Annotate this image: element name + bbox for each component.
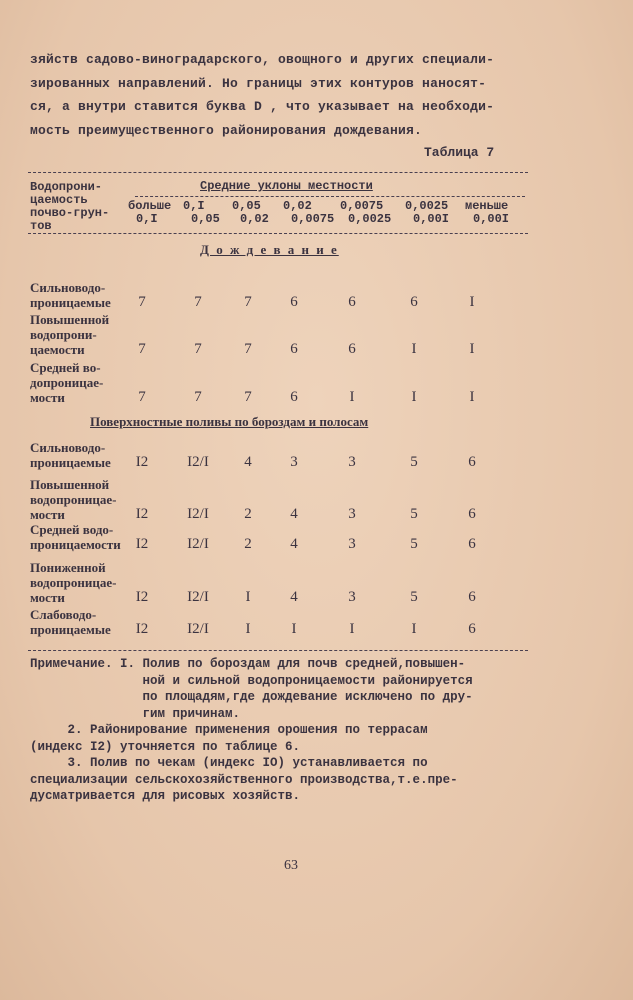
row-label-line: Пониженной [30, 560, 106, 575]
table-cell: I [349, 389, 355, 405]
header-col-bottom: 0,05 [191, 212, 220, 226]
header-col1-line: Водопрони- [30, 180, 103, 194]
table-cell: 6 [290, 294, 298, 310]
note-line: гим причинам. [30, 706, 241, 721]
row-label [30, 280, 111, 310]
row-label-line: допроницае- [30, 375, 104, 390]
table-cell: 6 [410, 294, 418, 310]
note-line: специализации сельскохозяйственного производства,т.е.пре- [30, 772, 458, 787]
row-label [30, 477, 116, 522]
table-cell: 3 [348, 506, 356, 522]
row-label [30, 522, 121, 552]
table-cell: I [469, 294, 475, 310]
header-col-top: 0,0075 [340, 199, 384, 213]
table-bottom-rule [28, 650, 528, 651]
header-inner-rule [135, 196, 525, 197]
row-label-line: проницаемые [30, 295, 111, 310]
table-cell: I [469, 341, 475, 357]
row-label [30, 560, 116, 605]
row-label-line: Повышенной [30, 312, 110, 327]
table-cell: I2/I [187, 536, 209, 552]
header-col-top: 0,I [183, 199, 205, 213]
table-cell: I [245, 621, 251, 637]
table-cell: 7 [194, 294, 202, 310]
row-label-line: Средней во- [30, 360, 101, 375]
row-label-line: Повышенной [30, 477, 110, 492]
row-label-line: мости [30, 507, 65, 522]
header-bottom-rule [28, 233, 528, 234]
header-col-top: меньше [465, 199, 509, 213]
table-cell: 7 [138, 341, 146, 357]
header-col-bottom: 0,02 [240, 212, 269, 226]
section-title: Поверхностные поливы по бороздам и полосам [90, 414, 369, 429]
table-cell: I [349, 621, 355, 637]
row-label-line: Сильноводо- [30, 280, 106, 295]
table-cell: 3 [348, 589, 356, 605]
table-cell: I2/I [187, 589, 209, 605]
note-line: (индекс I2) уточняется по таблице 6. [30, 739, 301, 754]
table-cell: 4 [290, 536, 298, 552]
table-cell: 7 [244, 294, 252, 310]
table-cell: 3 [348, 536, 356, 552]
header-group-title: Средние уклоны местности [200, 179, 373, 193]
header-col-top: 0,05 [232, 199, 261, 213]
table-cell: 5 [410, 454, 418, 470]
table-cell: 2 [244, 506, 252, 522]
intro-line: ся, а внутри ставится буква D , что указывает на необходи- [30, 99, 495, 114]
table-cell: I2 [135, 621, 149, 637]
table-number: Таблица 7 [424, 145, 495, 160]
note-line: по площадям,где дождевание исключено по дру- [30, 690, 473, 704]
section-title: Д о ж д е в а н и е [200, 242, 339, 257]
table-cell: 5 [410, 536, 418, 552]
table-cell: I2 [135, 589, 149, 605]
table-cell: I [411, 341, 417, 357]
row-label-line: водопроницае- [30, 492, 117, 507]
page-number: 63 [284, 858, 298, 873]
header-col-bottom: 0,I [136, 212, 158, 226]
table-cell: 7 [194, 341, 202, 357]
row-label-line: проницаемые [30, 455, 111, 470]
row-label-line: Слабоводо- [30, 607, 97, 622]
table-cell: 6 [348, 341, 356, 357]
table-cell: 6 [468, 621, 476, 637]
row-label [30, 312, 109, 357]
table-top-rule [28, 172, 528, 173]
intro-line: зированных направлений. Но границы этих контуров наносят- [30, 75, 487, 91]
table-cell: I [469, 389, 475, 405]
table-cell: 4 [244, 454, 252, 470]
table-cell: 7 [194, 389, 202, 405]
row-label-line: мости [30, 590, 65, 605]
table-cell: 7 [138, 389, 146, 405]
header-col1-line: тов [30, 219, 52, 233]
note-line: ной и сильной водопроницаемости районируется [30, 673, 473, 688]
header-col1-line: почво-грун- [30, 206, 110, 220]
header-col1 [30, 181, 109, 233]
table-cell: I [411, 621, 417, 637]
table-cell: 3 [348, 454, 356, 470]
table-cell: 2 [244, 536, 252, 552]
intro-line: зяйств садово-виноградарского, овощного и других специали- [30, 52, 495, 67]
table-cell: 4 [290, 589, 298, 605]
header-col-bottom: 0,0075 [291, 212, 335, 226]
header-col-bottom: 0,00I [473, 212, 510, 226]
table-cell: I2/I [187, 454, 209, 470]
header-col1-line: цаемость [30, 193, 88, 207]
table-cell: 6 [290, 341, 298, 357]
table-cell: 7 [138, 294, 146, 310]
row-label-line: проницаемые [30, 622, 111, 637]
note-line: дусматривается для рисовых хозяйств. [30, 789, 301, 803]
table-cell: 3 [290, 454, 298, 470]
table-cell: 5 [410, 506, 418, 522]
row-label-line: водопроницае- [30, 575, 117, 590]
note-line: 3. Полив по чекам (индекс IO) устанавливается по [30, 756, 428, 770]
row-label [30, 360, 103, 405]
row-label-line: Сильноводо- [30, 440, 106, 455]
header-col-top: 0,0025 [405, 199, 449, 213]
table-cell: I2 [135, 454, 149, 470]
table-cell: 6 [468, 536, 476, 552]
row-label-line: цаемости [30, 342, 85, 357]
header-col-bottom: 0,0025 [348, 212, 392, 226]
table-cell: I2 [135, 536, 149, 552]
table-cell: I2/I [187, 506, 209, 522]
table-cell: 4 [290, 506, 298, 522]
row-label-line: проницаемости [30, 537, 121, 552]
table-cell: I [411, 389, 417, 405]
row-label-line: Средней водо- [30, 522, 114, 537]
table-cell: 6 [468, 506, 476, 522]
row-label [30, 440, 111, 470]
header-col-top: 0,02 [283, 199, 312, 213]
table-cell: 6 [348, 294, 356, 310]
table-cell: 7 [244, 341, 252, 357]
row-label-line: водопрони- [30, 327, 97, 342]
notes-block [30, 656, 473, 805]
table-cell: 6 [468, 454, 476, 470]
row-label [30, 607, 111, 637]
table-cell: I2/I [187, 621, 209, 637]
table-cell: I2 [135, 506, 149, 522]
note-line: 2. Районирование применения орошения по террасам [30, 723, 428, 737]
row-label-line: мости [30, 390, 65, 405]
table-cell: 6 [468, 589, 476, 605]
table-cell: I [245, 589, 251, 605]
table-cell: I [291, 621, 297, 637]
intro-paragraph [30, 48, 494, 142]
intro-line: мость преимущественного районирования дождевания. [30, 122, 423, 138]
header-col-bottom: 0,00I [413, 212, 450, 226]
table-cell: 7 [244, 389, 252, 405]
note-line: Примечание. I. Полив по бороздам для почв средней,повышен- [30, 657, 466, 671]
header-col-top: больше [128, 199, 172, 213]
table-cell: 5 [410, 589, 418, 605]
table-cell: 6 [290, 389, 298, 405]
